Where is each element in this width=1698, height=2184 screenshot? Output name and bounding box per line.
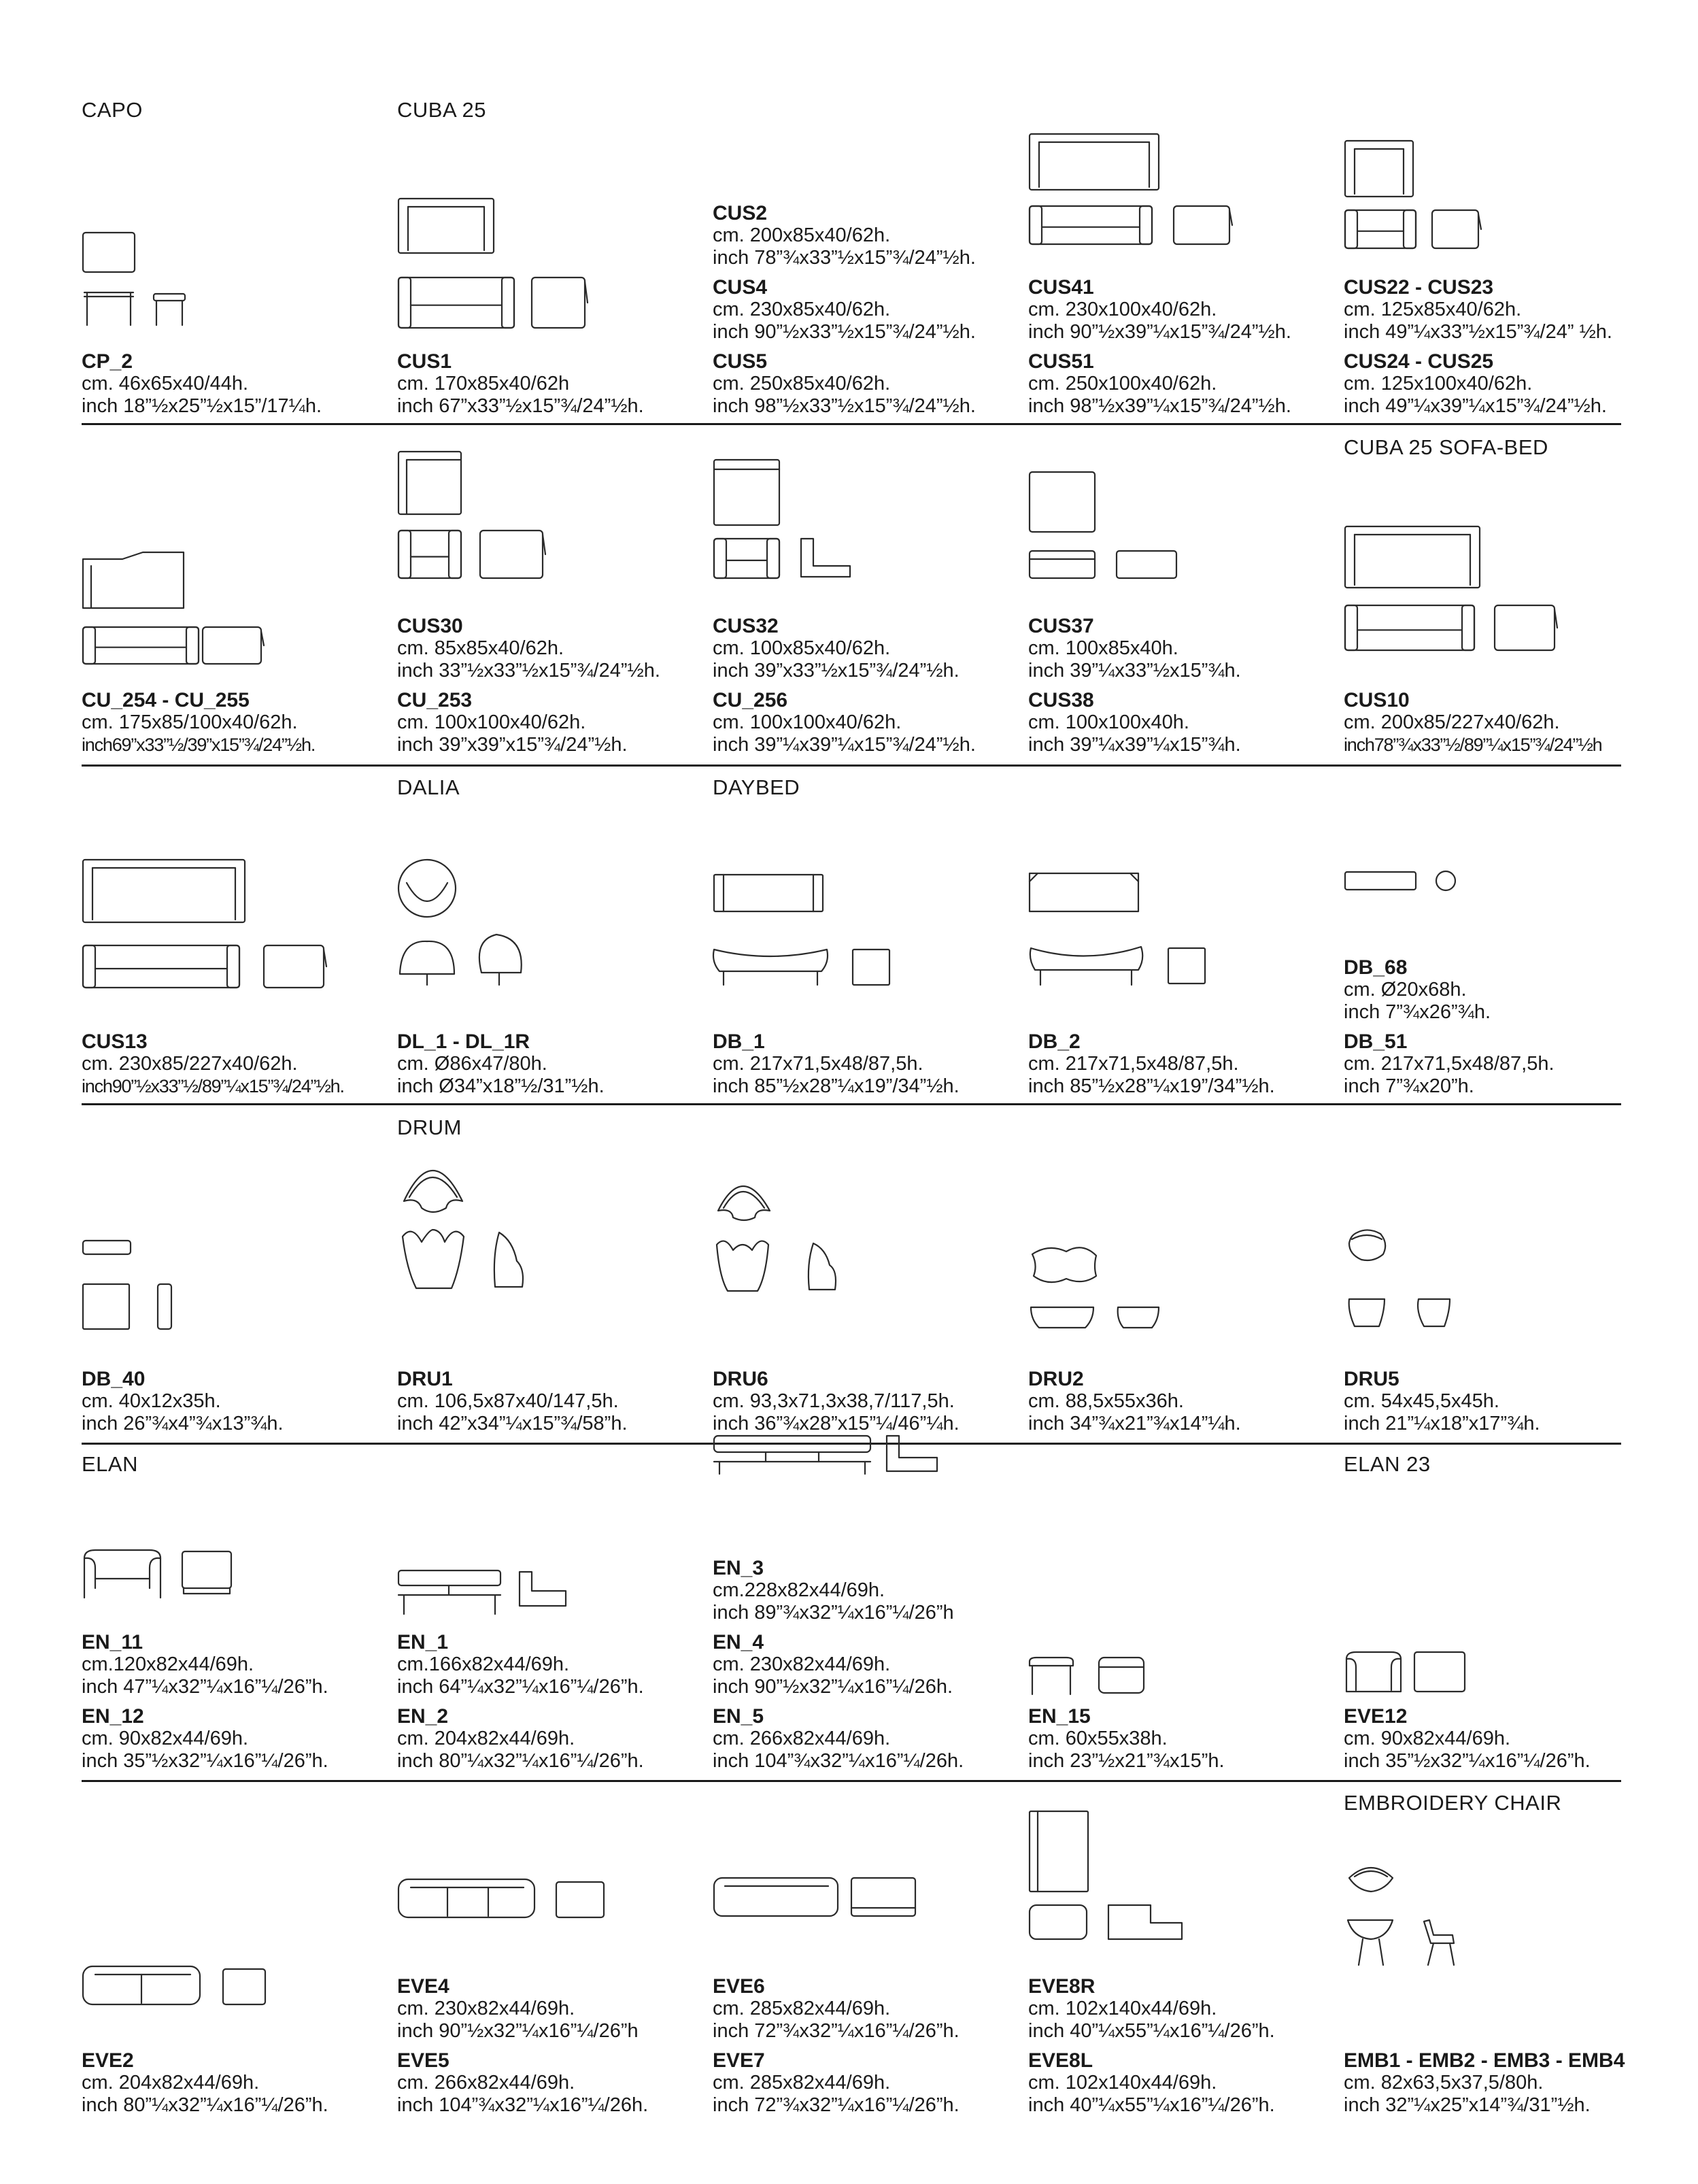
- dimensions-inch: inch69”x33”½/39”x15”¾/24”½h.: [82, 735, 316, 755]
- dimensions-cm: cm. 217x71,5x48/87,5h.: [713, 1053, 923, 1075]
- product-cell: [1028, 423, 1341, 765]
- dimensions-cm: cm. 170x85x40/62h: [397, 373, 570, 394]
- spec-entry: [1028, 689, 1348, 756]
- model-code: CUS2: [713, 202, 768, 224]
- dimensions-cm: cm. Ø86x47/80h.: [397, 1053, 547, 1075]
- product-cell: [713, 765, 1025, 1103]
- cuba-side-module-drawing: [713, 458, 869, 577]
- spec-entry: [1344, 689, 1663, 756]
- dimensions-inch: inch 36”¾x28”x15”¼/46”¼h.: [713, 1413, 960, 1434]
- model-code: DRU1: [397, 1368, 453, 1390]
- capo-armchair-drawing: [82, 231, 190, 333]
- spec-list: [397, 1368, 717, 1435]
- spec-list: [1028, 276, 1348, 418]
- spec-entry: [1028, 276, 1348, 343]
- spec-entry: [1344, 1705, 1663, 1773]
- model-code: CUS5: [713, 350, 768, 373]
- model-code: DB_68: [1344, 956, 1408, 979]
- model-code: EN_11: [82, 1631, 143, 1653]
- dimensions-inch: inch 104”¾x32”¼x16”¼/26h.: [713, 1750, 964, 1772]
- dimensions-cm: cm. 102x140x44/69h.: [1028, 2072, 1217, 2094]
- model-code: EN_1: [397, 1631, 449, 1653]
- dimensions-inch: inch 7”¾x26”¾h.: [1344, 1001, 1491, 1023]
- model-code: CUS32: [713, 615, 779, 637]
- model-code: CUS4: [713, 276, 768, 299]
- dimensions-cm: cm. 266x82x44/69h.: [397, 2072, 575, 2094]
- dimensions-inch: inch78”¾x33”½/89”¼x15”¾/24”½h: [1344, 735, 1602, 755]
- spec-entry: [713, 1975, 1032, 2043]
- dimensions-cm: cm. 285x82x44/69h.: [713, 2072, 891, 2094]
- dimensions-inch: inch 39”x33”½x15”¾/24”½h.: [713, 660, 960, 682]
- spec-list: [713, 615, 1032, 756]
- spec-list: [1028, 615, 1348, 756]
- model-code: DB_51: [1344, 1030, 1408, 1053]
- daybed-drawing: [713, 873, 910, 986]
- spec-entry: [1028, 1368, 1348, 1435]
- product-cell: [397, 1443, 710, 1780]
- spec-entry: [82, 1631, 401, 1698]
- spec-entry: [1028, 1975, 1348, 2043]
- dimensions-cm: cm. Ø20x68h.: [1344, 979, 1467, 1001]
- model-code: EVE4: [397, 1975, 449, 1998]
- dimensions-cm: cm. 175x85/100x40/62h.: [82, 711, 298, 733]
- spec-list: [713, 1975, 1032, 2117]
- dimensions-inch: inch 85”½x28”¼x19”/34”½h.: [713, 1075, 960, 1097]
- spec-list: [1344, 956, 1663, 1098]
- model-code: CU_253: [397, 689, 473, 711]
- model-code: CUS37: [1028, 615, 1094, 637]
- spec-entry: [713, 1705, 1032, 1773]
- product-cell: [1028, 765, 1341, 1103]
- cuba-pouf-drawing: [1028, 471, 1185, 576]
- dimensions-inch: inch Ø34”x18”½/31”½h.: [397, 1075, 605, 1097]
- dimensions-inch: inch 90”½x32”¼x16”¼/26h.: [713, 1676, 953, 1698]
- model-code: DRU2: [1028, 1368, 1084, 1390]
- eve-large-sofa-drawing: [713, 1877, 937, 1938]
- model-code: DRU5: [1344, 1368, 1399, 1390]
- dimensions-inch: inch 72”¾x32”¼x16”¼/26”h.: [713, 2020, 960, 2042]
- dimensions-cm: cm. 90x82x44/69h.: [82, 1728, 249, 1749]
- model-code: CU_256: [713, 689, 788, 711]
- cuba-deep-sofa-drawing: [1028, 133, 1232, 248]
- family-title: DAYBED: [713, 775, 800, 799]
- elan-sofa-drawing: [397, 1569, 601, 1637]
- dimensions-inch: inch 98”½x33”½x15”¾/24”½h.: [713, 395, 976, 417]
- model-code: CUS22 - CUS23: [1344, 276, 1494, 299]
- model-code: EVE7: [713, 2049, 765, 2072]
- dimensions-cm: cm. 100x85x40/62h.: [713, 637, 891, 659]
- product-cell: [82, 765, 394, 1103]
- spec-list: [397, 350, 717, 418]
- spec-list: [1344, 1368, 1663, 1435]
- dimensions-cm: cm. 100x100x40h.: [1028, 711, 1189, 733]
- model-code: EN_5: [713, 1705, 764, 1728]
- dimensions-cm: cm.166x82x44/69h.: [397, 1653, 570, 1675]
- spec-entry: [397, 1030, 717, 1098]
- cuba-sofa-bed-drawing: [1344, 525, 1561, 644]
- spec-list: [1344, 276, 1663, 418]
- dimensions-cm: cm. 90x82x44/69h.: [1344, 1728, 1511, 1749]
- model-code: EVE8R: [1028, 1975, 1096, 1998]
- spec-entry: [397, 350, 717, 418]
- model-code: DB_2: [1028, 1030, 1081, 1053]
- dimensions-inch: inch90”½x33”½/89”¼x15”¾/24”½h.: [82, 1076, 344, 1096]
- dimensions-inch: inch 40”¼x55”¼x16”¼/26”h.: [1028, 2020, 1275, 2042]
- spec-entry: [713, 1368, 1032, 1435]
- model-code: CUS24 - CUS25: [1344, 350, 1494, 373]
- drum-highback-drawing: [397, 1154, 554, 1324]
- spec-entry: [397, 1368, 717, 1435]
- model-code: EVE12: [1344, 1705, 1408, 1728]
- spec-entry: [1344, 1368, 1663, 1435]
- product-cell: [713, 0, 1025, 423]
- model-code: EN_2: [397, 1705, 449, 1728]
- product-cell: [1344, 1780, 1657, 2163]
- model-code: CP_2: [82, 350, 133, 373]
- spec-list: [713, 202, 1032, 418]
- spec-entry: [397, 2049, 717, 2117]
- model-code: CUS1: [397, 350, 452, 373]
- model-code: EMB1 - EMB2 - EMB3 - EMB4: [1344, 2049, 1625, 2072]
- dimensions-inch: inch 78”¾x33”½x15”¾/24”½h.: [713, 247, 976, 269]
- spec-entry: [1028, 2049, 1348, 2117]
- dimensions-inch: inch 26”¾x4”¾x13”¾h.: [82, 1413, 284, 1434]
- family-title: CUBA 25 SOFA-BED: [1344, 435, 1548, 459]
- dimensions-cm: cm. 100x100x40/62h.: [397, 711, 586, 733]
- dimensions-inch: inch 21”¼x18”x17”¾h.: [1344, 1413, 1540, 1434]
- model-code: EN_3: [713, 1557, 764, 1579]
- spec-list: [397, 1975, 717, 2117]
- family-title: ELAN 23: [1344, 1452, 1431, 1476]
- family-title: CAPO: [82, 98, 143, 122]
- product-cell: [1344, 0, 1657, 423]
- daybed-cushion-drawing: [1344, 865, 1480, 906]
- embroidery-chair-drawing: [1344, 1863, 1500, 1975]
- dimensions-cm: cm. 266x82x44/69h.: [713, 1728, 891, 1749]
- dimensions-cm: cm. 60x55x38h.: [1028, 1728, 1168, 1749]
- model-code: EN_15: [1028, 1705, 1091, 1728]
- family-title: DALIA: [397, 775, 460, 799]
- catalogue-row: [82, 1103, 1621, 1443]
- dimensions-inch: inch 98”½x39”¼x15”¾/24”½h.: [1028, 395, 1291, 417]
- catalogue-row: [82, 1443, 1621, 1780]
- model-code: DRU6: [713, 1368, 768, 1390]
- dimensions-cm: cm. 250x85x40/62h.: [713, 373, 891, 394]
- dimensions-cm: cm. 230x85x40/62h.: [713, 299, 891, 320]
- dimensions-cm: cm. 204x82x44/69h.: [397, 1728, 575, 1749]
- dimensions-cm: cm. 204x82x44/69h.: [82, 2072, 260, 2094]
- product-cell: [397, 1103, 710, 1443]
- spec-entry: [397, 689, 717, 756]
- product-cell: [82, 1443, 394, 1780]
- dimensions-inch: inch 49”¼x33”½x15”¾/24” ½h.: [1344, 321, 1612, 343]
- spec-entry: [1028, 615, 1348, 682]
- product-cell: [1344, 1443, 1657, 1780]
- dimensions-inch: inch 18”½x25”½x15”/17¼h.: [82, 395, 322, 417]
- drum-armchair-drawing: [713, 1169, 869, 1325]
- spec-list: [1344, 689, 1663, 756]
- dimensions-cm: cm. 102x140x44/69h.: [1028, 1998, 1217, 2019]
- model-code: EN_4: [713, 1631, 764, 1653]
- dimensions-inch: inch 89”¾x32”¼x16”¼/26”h: [713, 1602, 954, 1624]
- product-cell: [1028, 1780, 1341, 2163]
- spec-entry: [82, 1705, 401, 1773]
- dimensions-cm: cm. 100x85x40h.: [1028, 637, 1178, 659]
- product-cell: [82, 0, 394, 423]
- dimensions-inch: inch 40”¼x55”¼x16”¼/26”h.: [1028, 2094, 1275, 2116]
- dimensions-inch: inch 34”¾x21”¾x14”¼h.: [1028, 1413, 1241, 1434]
- dimensions-cm: cm. 82x63,5x37,5/80h.: [1344, 2072, 1544, 2094]
- dimensions-cm: cm. 217x71,5x48/87,5h.: [1344, 1053, 1555, 1075]
- spec-entry: [397, 1975, 717, 2043]
- drum-small-pouf-drawing: [1344, 1230, 1500, 1332]
- product-cell: [1028, 1103, 1341, 1443]
- model-code: EVE8L: [1028, 2049, 1093, 2072]
- spec-list: [82, 2049, 401, 2117]
- cuba-corner-module-drawing: [397, 450, 554, 576]
- spec-entry: [1028, 1030, 1348, 1098]
- dimensions-inch: inch 72”¾x32”¼x16”¼/26”h.: [713, 2094, 960, 2116]
- model-code: CUS51: [1028, 350, 1094, 373]
- dimensions-inch: inch 35”½x32”¼x16”¼/26”h.: [1344, 1750, 1591, 1772]
- spec-entry: [713, 350, 1032, 418]
- spec-entry: [1344, 350, 1663, 418]
- dimensions-cm: cm. 230x85/227x40/62h.: [82, 1053, 298, 1075]
- dimensions-inch: inch 39”¼x39”¼x15”¾h.: [1028, 734, 1241, 756]
- model-code: CUS13: [82, 1030, 148, 1053]
- dimensions-inch: inch 104”¾x32”¼x16”¼/26h.: [397, 2094, 649, 2116]
- dalia-armchair-drawing: [397, 858, 567, 988]
- spec-entry: [713, 1557, 1032, 1624]
- dimensions-inch: inch 47”¼x32”¼x16”¼/26”h.: [82, 1676, 328, 1698]
- product-cell: [82, 1780, 394, 2163]
- spec-entry: [1028, 1705, 1348, 1773]
- spec-list: [82, 689, 401, 756]
- model-code: CUS30: [397, 615, 463, 637]
- eve-sofa-drawing: [82, 1965, 272, 2026]
- family-title: ELAN: [82, 1452, 138, 1476]
- dimensions-inch: inch 67”x33”½x15”¾/24”½h.: [397, 395, 644, 417]
- cuba-corner-drawing: [82, 552, 272, 668]
- family-title: CUBA 25: [397, 98, 487, 122]
- family-title: EMBROIDERY CHAIR: [1344, 1791, 1562, 1815]
- spec-entry: [82, 2049, 401, 2117]
- product-cell: [1344, 1103, 1657, 1443]
- dimensions-inch: inch 90”½x33”½x15”¾/24”½h.: [713, 321, 976, 343]
- dimensions-cm: cm. 106,5x87x40/147,5h.: [397, 1390, 619, 1412]
- spec-entry: [1344, 2049, 1663, 2117]
- dimensions-inch: inch 49”¼x39”¼x15”¾/24”½h.: [1344, 395, 1607, 417]
- product-cell: [713, 1443, 1025, 1780]
- catalogue-row: [82, 0, 1621, 423]
- dimensions-inch: inch 35”½x32”¼x16”¼/26”h.: [82, 1750, 328, 1772]
- dimensions-inch: inch 7”¾x20”h.: [1344, 1075, 1474, 1097]
- product-cell: [1344, 765, 1657, 1103]
- spec-list: [397, 1030, 717, 1098]
- spec-list: [713, 1557, 1032, 1773]
- model-code: CU_254 - CU_255: [82, 689, 250, 711]
- model-code: EVE5: [397, 2049, 449, 2072]
- dimensions-cm: cm. 88,5x55x36h.: [1028, 1390, 1184, 1412]
- spec-entry: [82, 1030, 401, 1098]
- drum-pouf-drawing: [1028, 1243, 1185, 1332]
- model-code: EN_12: [82, 1705, 144, 1728]
- spec-list: [82, 1030, 401, 1098]
- dimensions-inch: inch 39”¼x33”½x15”¾h.: [1028, 660, 1241, 682]
- product-cell: [1028, 0, 1341, 423]
- model-code: DB_1: [713, 1030, 765, 1053]
- dimensions-inch: inch 33”½x33”½x15”¾/24”½h.: [397, 660, 660, 682]
- spec-entry: [1344, 956, 1663, 1024]
- model-code: DL_1 - DL_1R: [397, 1030, 530, 1053]
- dimensions-inch: inch 64”¼x32”¼x16”¼/26”h.: [397, 1676, 644, 1698]
- product-cell: [713, 1780, 1025, 2163]
- dimensions-cm: cm.228x82x44/69h.: [713, 1579, 885, 1601]
- spec-list: [1344, 1705, 1663, 1773]
- dimensions-cm: cm. 230x82x44/69h.: [713, 1653, 891, 1675]
- dimensions-inch: inch 39”x39”x15”¾/24”½h.: [397, 734, 628, 756]
- daybed-bolster-drawing: [82, 1239, 190, 1334]
- product-cell: [713, 423, 1025, 765]
- spec-list: [713, 1368, 1032, 1435]
- elan-long-sofa-drawing: [713, 1434, 951, 1496]
- dimensions-cm: cm. 125x100x40/62h.: [1344, 373, 1533, 394]
- eve-three-seat-drawing: [397, 1878, 608, 1939]
- spec-entry: [713, 1030, 1032, 1098]
- spec-entry: [82, 1368, 401, 1435]
- dimensions-cm: cm. 100x100x40/62h.: [713, 711, 902, 733]
- spec-entry: [713, 615, 1032, 682]
- spec-list: [1028, 1368, 1348, 1435]
- spec-entry: [713, 1631, 1032, 1698]
- dimensions-inch: inch 85”½x28”¼x19”/34”½h.: [1028, 1075, 1275, 1097]
- dimensions-cm: cm. 250x100x40/62h.: [1028, 373, 1217, 394]
- dimensions-inch: inch 80”¼x32”¼x16”¼/26”h.: [397, 1750, 644, 1772]
- dimensions-cm: cm. 217x71,5x48/87,5h.: [1028, 1053, 1239, 1075]
- dimensions-cm: cm. 230x100x40/62h.: [1028, 299, 1217, 320]
- spec-entry: [713, 2049, 1032, 2117]
- dimensions-cm: cm. 200x85/227x40/62h.: [1344, 711, 1560, 733]
- dimensions-inch: inch 90”½x32”¼x16”¼/26”h: [397, 2020, 639, 2042]
- eve-chaise-drawing: [1028, 1810, 1205, 1953]
- product-cell: [1344, 423, 1657, 765]
- spec-list: [82, 350, 401, 418]
- dimensions-inch: inch 32”¼x25”x14”¾/31”½h.: [1344, 2094, 1591, 2116]
- dimensions-cm: cm. 285x82x44/69h.: [713, 1998, 891, 2019]
- spec-entry: [713, 689, 1032, 756]
- dimensions-cm: cm. 230x82x44/69h.: [397, 1998, 575, 2019]
- spec-entry: [1344, 1030, 1663, 1098]
- elan-23-armchair-drawing: [1344, 1649, 1500, 1704]
- model-code: EVE2: [82, 2049, 134, 2072]
- model-code: CUS38: [1028, 689, 1094, 711]
- model-code: EVE6: [713, 1975, 765, 1998]
- product-cell: [397, 765, 710, 1103]
- spec-list: [713, 1030, 1032, 1098]
- cuba-sofa-drawing: [397, 197, 594, 337]
- spec-entry: [1028, 350, 1348, 418]
- spec-entry: [1344, 276, 1663, 343]
- dimensions-inch: inch 23”½x21”¾x15”h.: [1028, 1750, 1225, 1772]
- spec-list: [397, 615, 717, 756]
- spec-entry: [82, 350, 401, 418]
- family-title: DRUM: [397, 1115, 462, 1139]
- dimensions-cm: cm. 93,3x71,3x38,7/117,5h.: [713, 1390, 955, 1412]
- elan-pouf-drawing: [1028, 1656, 1151, 1711]
- product-cell: [397, 423, 710, 765]
- dimensions-cm: cm. 40x12x35h.: [82, 1390, 221, 1412]
- dimensions-inch: inch 42”x34”¼x15”¾/58”h.: [397, 1413, 628, 1434]
- dimensions-inch: inch 90”½x39”¼x15”¾/24”½h.: [1028, 321, 1291, 343]
- cuba-armchair-drawing: [1344, 139, 1521, 252]
- catalogue-row: [82, 1780, 1625, 2163]
- product-cell: [82, 423, 394, 765]
- model-code: CUS10: [1344, 689, 1410, 711]
- model-code: CUS41: [1028, 276, 1094, 299]
- spec-list: [1028, 1705, 1348, 1773]
- spec-list: [1028, 1975, 1348, 2117]
- dimensions-cm: cm. 200x85x40/62h.: [713, 224, 891, 246]
- spec-list: [397, 1631, 717, 1773]
- spec-entry: [713, 276, 1032, 343]
- daybed-2-drawing: [1028, 872, 1225, 984]
- catalogue-row: [82, 423, 1621, 765]
- dimensions-cm: cm. 125x85x40/62h.: [1344, 299, 1522, 320]
- dimensions-cm: cm. 85x85x40/62h.: [397, 637, 564, 659]
- spec-entry: [713, 202, 1032, 269]
- dimensions-cm: cm. 46x65x40/44h.: [82, 373, 249, 394]
- dimensions-inch: inch 80”¼x32”¼x16”¼/26”h.: [82, 2094, 328, 2116]
- product-cell: [397, 1780, 710, 2163]
- spec-entry: [397, 615, 717, 682]
- catalogue-row: [82, 765, 1621, 1103]
- spec-list: [1028, 1030, 1348, 1098]
- elan-armchair-drawing: [82, 1547, 252, 1629]
- product-cell: [82, 1103, 394, 1443]
- product-cell: [713, 1103, 1025, 1443]
- dimensions-cm: cm. 54x45,5x45h.: [1344, 1390, 1499, 1412]
- dimensions-cm: cm.120x82x44/69h.: [82, 1653, 254, 1675]
- spec-list: [82, 1631, 401, 1773]
- spec-entry: [397, 1631, 717, 1698]
- cuba-sofa-bed-large-drawing: [82, 858, 326, 988]
- spec-entry: [82, 689, 401, 756]
- spec-entry: [397, 1705, 717, 1773]
- model-code: DB_40: [82, 1368, 146, 1390]
- product-cell: [397, 0, 710, 423]
- spec-list: [1344, 2049, 1663, 2117]
- dimensions-inch: inch 39”¼x39”¼x15”¾/24”½h.: [713, 734, 976, 756]
- spec-list: [82, 1368, 401, 1435]
- product-cell: [1028, 1443, 1341, 1780]
